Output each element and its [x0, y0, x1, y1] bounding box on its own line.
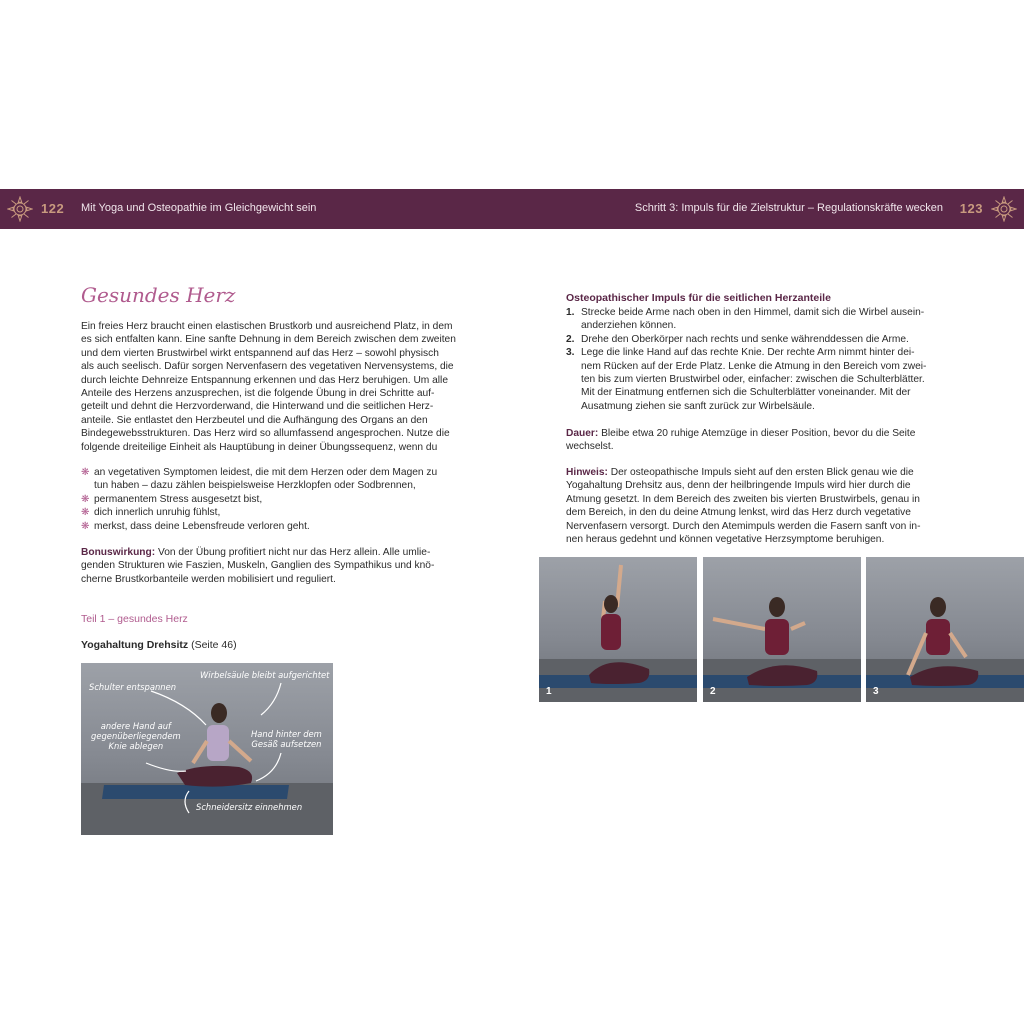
annotation-line: andere Hand auf [100, 721, 171, 731]
text-line: Bindegewebsstrukturen. Das Herz wird so allumfassend angesprochen. Nutze die [81, 428, 450, 440]
text-line: permanentem Stress ausgesetzt bist, [94, 493, 263, 505]
annotation-other-hand [91, 721, 181, 751]
text-line: Strecke beide Arme nach oben in den Himmel, damit sich die Wirbel ausein- [581, 307, 925, 318]
text-line: durch leichte Dehnreize Entspannung erkennen und das Herz beruhigen. Um alle [81, 374, 448, 386]
text-line: Atmung gesetzt. In dem Bereich des zweiten bis vierten Brustwirbels, genau in [566, 493, 920, 505]
step-item [566, 306, 944, 333]
step-photo-1 [539, 557, 697, 702]
text-line: merkst, dass deine Lebensfreude verloren geht. [94, 520, 310, 532]
text-line: Anteile des Herzens anzusprechen, ist die folgende Übung in drei Schritte auf- [81, 388, 435, 400]
figure-illustration [703, 557, 861, 702]
photo-number: 2 [710, 686, 716, 697]
step-number: 2. [566, 333, 575, 345]
pose-name: Yogahaltung Drehsitz [81, 639, 189, 651]
impulse-heading [566, 292, 944, 305]
text-line: genden Strukturen wie Faszien, Muskeln, Ganglien des Sympathikus und knö- [81, 560, 435, 572]
text-line: Nervenfasern versorgt. Durch den Atemimpuls werden die Fasern sanft von in- [566, 520, 921, 532]
text-line: geteilt und dehnt die Herzvorderwand, die Hinterwand und die seitlichen Herz- [81, 401, 434, 413]
annotation-hand-behind [251, 729, 322, 749]
figure-illustration [866, 557, 1024, 702]
section-title: Gesundes Herz [81, 283, 236, 307]
text-line: dem Bereich, in den du deine Atmung lenkst, wird das Herz durch vegetative [566, 507, 911, 519]
text-line: nem Rücken auf der Erde Platz. Lenke die Atmung in den Bereich vom zwei- [581, 360, 927, 372]
duration-label: Dauer: [566, 428, 599, 439]
text-line: als auch seelisch. Dafür sorgen Nervenfasern des vegetativen Nervensystems, die [81, 361, 454, 373]
pose-page-ref: (Seite 46) [188, 639, 237, 651]
duration-paragraph [566, 427, 944, 454]
intro-paragraph [81, 320, 459, 454]
part-heading: Teil 1 – gesundes Herz [81, 613, 188, 625]
mandala-icon [7, 196, 33, 222]
step-item [566, 333, 944, 346]
text-line: folgende dreiteilige Einheit als Hauptübung in deiner Übungssequenz, wenn du [81, 441, 438, 453]
step-list [566, 306, 944, 413]
text-line: ten bis zum vierten Brustwirbel oder, einfacher: zwischen die Schulterblätter. [581, 374, 925, 386]
text-line: an vegetativen Symptomen leidest, die mit dem Herzen oder dem Magen zu [94, 467, 438, 478]
mandala-icon [991, 196, 1017, 222]
annotation-spine: Wirbelsäule bleibt aufgerichtet [200, 670, 330, 680]
photo-number: 3 [873, 686, 879, 697]
left-running-title: Mit Yoga und Osteopathie im Gleichgewicht sein [81, 202, 317, 214]
text-line: Der osteopathische Impuls sieht auf den ersten Blick genau wie die [607, 467, 914, 478]
text-line: anderziehen können. [581, 320, 677, 332]
text-line: Drehe den Oberkörper nach rechts und senke währenddessen die Arme. [581, 333, 909, 345]
text-line: cherne Brustkorbanteile werden mobilisiert und reguliert. [81, 573, 336, 585]
text-line: Yogahaltung Drehsitz aus, denn der heilbringende Impuls wird hier durch die [566, 480, 911, 492]
text-line: es sich entfalten kann. Eine sanfte Dehnung in dem Bereich zwischen dem zweiten [81, 334, 456, 346]
annotation-cross-legged: Schneidersitz einnehmen [196, 802, 303, 812]
flower-bullet-icon: ❋ [81, 507, 90, 519]
text-line: anteile. Sie entlastet den Herzbeutel und die Aufhängung des Organs an den [81, 414, 428, 426]
annotation-line: gegenüberliegendem [91, 731, 181, 741]
list-item [81, 520, 459, 533]
left-page-number: 122 [41, 201, 65, 216]
figure-illustration [539, 557, 697, 702]
symptom-list [81, 466, 459, 533]
photo-number: 1 [546, 686, 552, 697]
text-line: Ausatmung ziehen sie sanft zurück zur Wirbelsäule. [581, 400, 815, 412]
list-item [81, 506, 459, 519]
text-line: Bleibe etwa 20 ruhige Atemzüge in dieser Position, bevor du die Seite [598, 428, 916, 439]
text-line: tun haben – dazu zählen beispielsweise Herzklopfen oder Sodbrennen, [94, 480, 416, 492]
flower-bullet-icon: ❋ [81, 520, 90, 532]
list-item [81, 466, 459, 493]
step-photo-3 [866, 557, 1024, 702]
text-line: Von der Übung profitiert nicht nur das Herz allein. Alle umlie- [155, 547, 431, 558]
annotation-line: Hand hinter dem [251, 729, 322, 739]
text-line: Lege die linke Hand auf das rechte Knie. Der rechte Arm nimmt hinter dei- [581, 347, 915, 359]
step-photo-2 [703, 557, 861, 702]
annotation-shoulders: Schulter entspannen [89, 682, 177, 692]
bonus-paragraph [81, 546, 459, 586]
pose-photo [81, 663, 333, 835]
text-line: dich innerlich unruhig fühlst, [94, 507, 221, 519]
flower-bullet-icon: ❋ [81, 493, 90, 505]
flower-bullet-icon: ❋ [81, 467, 90, 478]
bonus-label: Bonuswirkung: [81, 547, 156, 558]
hint-label: Hinweis: [566, 467, 608, 478]
list-item [81, 493, 459, 506]
pose-heading [81, 639, 237, 652]
impulse-heading-text: Osteopathischer Impuls für die seitlichen Herzanteile [566, 292, 831, 304]
step-item [566, 346, 944, 413]
step-number: 3. [566, 347, 575, 359]
text-line: Ein freies Herz braucht einen elastischen Brustkorb und ausreichend Platz, in dem [81, 321, 453, 332]
step-number: 1. [566, 307, 575, 318]
annotation-line: Knie ablegen [108, 741, 164, 751]
header-band [0, 189, 1024, 229]
right-running-title: Schritt 3: Impuls für die Zielstruktur – Regulationskräfte wecken [634, 202, 943, 214]
right-page-number: 123 [959, 201, 983, 216]
annotation-line: Gesäß aufsetzen [251, 739, 322, 749]
hint-paragraph [566, 466, 944, 546]
text-line: Mit der Einatmung entfernen sich die Schulterblätter voneinander. Mit der [581, 387, 911, 399]
text-line: nen heraus gedehnt und können vegetative Herzsymptome beruhigen. [566, 534, 885, 546]
text-line: und dem vierten Brustwirbel wirkt entspannend auf das Herz – sowohl physisch [81, 347, 439, 359]
text-line: wechselst. [566, 441, 614, 453]
